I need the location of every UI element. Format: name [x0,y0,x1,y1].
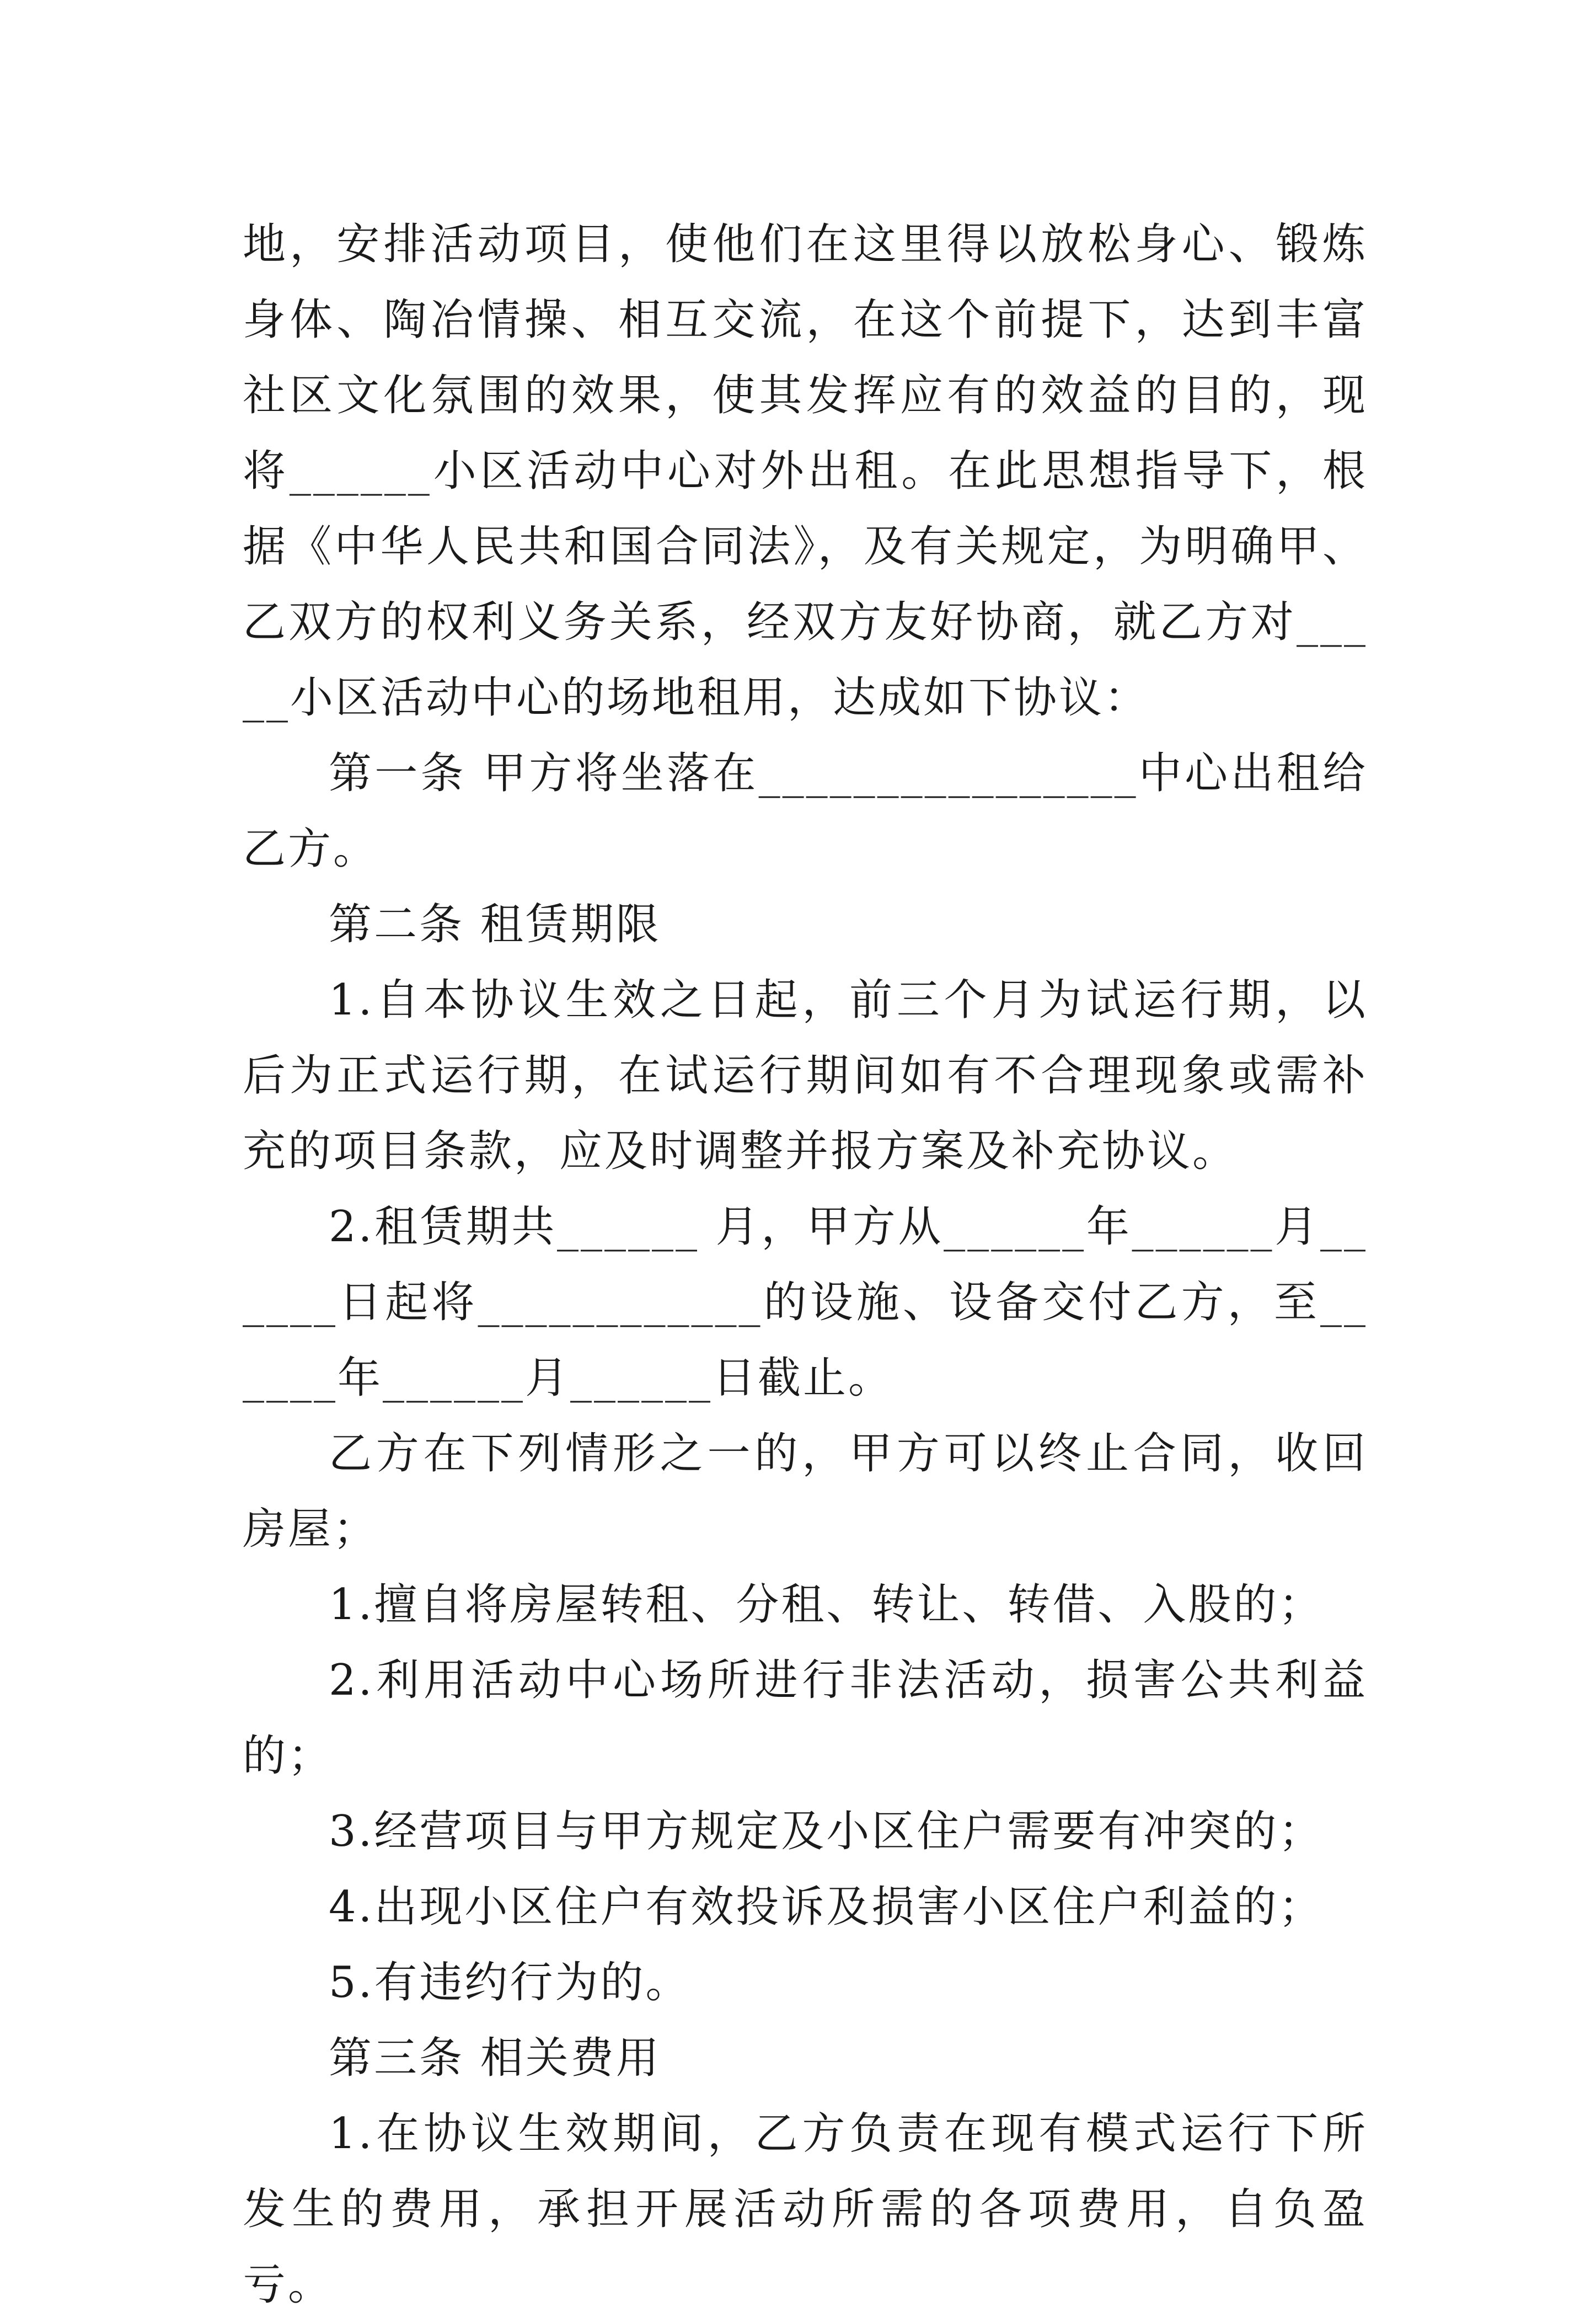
paragraph-article-1: 第一条 甲方将坐落在________________中心出租给乙方。 [243,749,1368,874]
paragraph-article-3-item-1: 1.在协议生效期间，乙方负责在现有模式运行下所发生的费用，承担开展活动所需的各项费用，自负盈亏。 [243,2109,1368,2310]
paragraph-termination-item-5: 5.有违约行为的。 [329,1958,691,2007]
document-body [243,207,1368,2323]
paragraph-article-3-heading: 第三条 相关费用 [329,2033,661,2083]
paragraph-article-2-heading: 第二条 租赁期限 [329,900,661,949]
paragraph-article-2-item-2: 2.租赁期共______ 月，甲方从______年______月______日起将____________的设施、设备交付乙方，至______年______月______日截止。 [243,1202,1368,1403]
paragraph-termination-conditions: 乙方在下列情形之一的，甲方可以终止合同，收回房屋； [243,1429,1368,1554]
paragraph-termination-item-3: 3.经营项目与甲方规定及小区住户需要有冲突的； [329,1807,1324,1856]
paragraph-article-2-item-1: 1.自本协议生效之日起，前三个月为试运行期，以后为正式运行期，在试运行期间如有不合理现象或需补充的项目条款，应及时调整并报方案及补充协议。 [243,975,1368,1176]
paragraph-termination-item-4: 4.出现小区住户有效投诉及损害小区住户利益的； [329,1882,1324,1932]
paragraph-termination-item-2: 2.利用活动中心场所进行非法活动，损害公共利益的； [243,1656,1368,1781]
paragraph-termination-item-1: 1.擅自将房屋转租、分租、转让、转借、入股的； [329,1580,1324,1630]
paragraph-intro: 地，安排活动项目，使他们在这里得以放松身心、锻炼身体、陶冶情操、相互交流，在这个前提下，达到丰富社区文化氛围的效果，使其发挥应有的效益的目的，现将______小区活动中心对外出租。在此思想指导下，根据《中华人民共和国合同法》，及有关规定，为明确甲、乙双方的权利义务关系，经双方友好协商，就乙方对_____小区活动中心的场地租用，达成如下协议： [243,220,1368,723]
